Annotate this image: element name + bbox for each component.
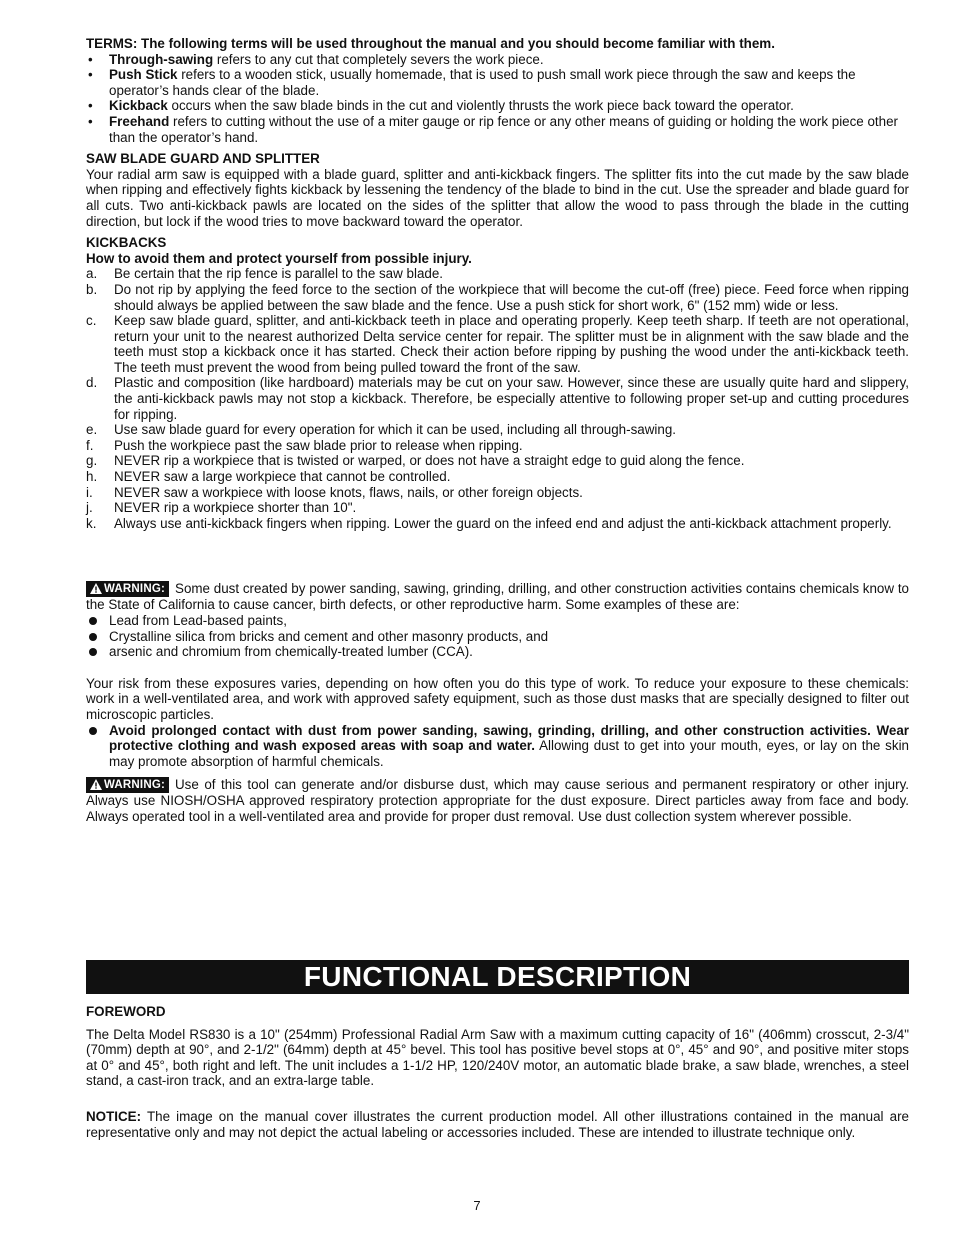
item-marker: h. (86, 469, 98, 485)
item-marker: f. (86, 437, 94, 453)
warning-triangle-icon (90, 779, 102, 790)
list-item (86, 266, 909, 282)
guard-heading: SAW BLADE GUARD AND SPLITTER (86, 151, 320, 167)
term-name: Freehand (109, 113, 170, 129)
term-name: Push Stick (109, 67, 178, 83)
item-marker: i. (86, 484, 93, 500)
avoid-text: Allowing dust to get into your mouth, eyes, or lay on the skin may promote absorption of harmful chemicals. (109, 738, 909, 769)
item-text: Use saw blade guard for every operation for which it can be used, including all through-sawing. (114, 422, 676, 438)
list-item: arsenic and chromium from chemically-treated lumber (CCA). (86, 644, 909, 660)
term-text: refers to a wooden stick, usually homemade, that is used to push small work piece through the saw and keeps the operator’s hands clear of the blade. (109, 67, 856, 98)
item-marker: b. (86, 281, 98, 297)
list-item (86, 485, 909, 501)
item-marker: j. (86, 500, 93, 516)
list-item (86, 422, 909, 438)
list-item (86, 516, 909, 532)
item-text: NEVER saw a workpiece with loose knots, flaws, nails, or other foreign objects. (114, 484, 583, 500)
risk-text: Your risk from these exposures varies, depending on how often you do this type of work. To reduce your exposure to these chemicals: work in a well-ventilated area, and work with approved safety equipment, such as those dust masks that are specially designed to filter out microscopic particles. (86, 675, 909, 722)
item-marker: e. (86, 422, 98, 438)
list-item (86, 500, 909, 516)
list-item (86, 52, 909, 68)
dust-examples-list (86, 613, 909, 660)
item-text: Be certain that the rip fence is parallel to the saw blade. (114, 266, 444, 282)
functional-section (86, 1004, 909, 1140)
warning-text: Some dust created by power sanding, sawing, grinding, drilling, and other construction activities contains chemicals know to the State of California to cause cancer, birth defects, or other reproductive harm. Some examples of these are: (86, 581, 909, 613)
notice-text: The image on the manual cover illustrates the current production model. All other illustrations contained in the manual are representative only and may not depict the actual labeling or accessories included. These are intended to illustrate technique only. (86, 1108, 909, 1140)
list-item: Lead from Lead-based paints, (86, 613, 909, 629)
foreword-text: The Delta Model RS830 is a 10" (254mm) Professional Radial Arm Saw with a maximum cutting capacity of 16" (406mm) crosscut, 2-3/4" (70mm) depth at 90°, and 2-1/2" (64mm) depth at 45° bevel. This tool has positive bevel stops at 0°, 45° and 90°, and positive miter stops at 0° and 45°, both right and left. The unit includes a 1-1/2 HP, 120/240V motor, an automatic blade brake, a saw blade, wrenches, a steel stand, a cast-iron track, and an extra-large table. (86, 1026, 909, 1089)
item-text: Push the workpiece past the saw blade prior to release when ripping. (114, 437, 523, 453)
list-item (86, 453, 909, 469)
list-item (86, 469, 909, 485)
list-item (86, 438, 909, 454)
page-number: 7 (473, 1198, 481, 1213)
item-text: NEVER saw a large workpiece that cannot be controlled. (114, 469, 451, 485)
term-name: Kickback (109, 98, 168, 114)
item-marker: a. (86, 266, 98, 282)
section-banner: FUNCTIONAL DESCRIPTION (86, 960, 909, 994)
guard-text: Your radial arm saw is equipped with a blade guard, splitter and anti-kickback fingers. The splitter fits into the cut made by the saw blade when ripping and effectively fights kickback by lessening the tendency of the blade to bind in the cut. Use the spreader and blade guard for all cuts. Two anti-kickback pawls are located on the sides of the splitter that allow the wood to pass through the blade in the cutting direction, but lock if the wood tries to move backward toward the operator. (86, 166, 909, 229)
item-text: NEVER rip a workpiece that is twisted or warped, or does not have a straight edge to guid along the fence. (114, 453, 745, 469)
term-text: occurs when the saw blade binds in the cut and violently thrusts the work piece back toward the operator. (167, 98, 794, 114)
list-item (86, 114, 909, 145)
terms-list (86, 52, 909, 146)
item-text: Plastic and composition (like hardboard) materials may be cut on your saw. However, since these are usually quite hard and slippery, the anti-kickback pawls may not stop a kickback. Therefore, be especially attentive to following proper set-up and cutting procedures for ripping. (114, 375, 909, 422)
notice-label: NOTICE: (86, 1108, 142, 1124)
list-item (86, 375, 909, 422)
item-text: Keep saw blade guard, splitter, and anti-kickback teeth in place and operating properly. Keep teeth sharp. If teeth are not operational, return your unit to the nearest authorized Delta service center for repair. The splitter must be in alignment with the saw blade and the teeth must stop a kickback once it has started. Check their action before ripping by pushing the wood under the anti-kickback teeth. The teeth must prevent the wood from being pulled toward the front of the saw. (114, 313, 909, 375)
list-item: Crystalline silica from bricks and cement and other masonry products, and (86, 629, 909, 645)
item-marker: c. (86, 313, 97, 329)
kickbacks-list (86, 266, 909, 531)
list-item (86, 282, 909, 313)
warning-paragraph (86, 581, 909, 613)
term-text: refers to cutting without the use of a miter gauge or rip fence or any other means of guiding or holding the work piece other than the operator’s hand. (109, 113, 898, 145)
item-text: Always use anti-kickback fingers when ripping. Lower the guard on the infeed end and adjust the anti-kickback attachment properly. (114, 515, 892, 531)
warning-paragraph (86, 777, 909, 824)
warning-text: Use of this tool can generate and/or disburse dust, which may cause serious and permanent respiratory or other injury. Always use NIOSH/OSHA approved respiratory protection appropriate for the dust exposure. Direct particles away from face and body. Always operated tool in a well-ventilated area and provide for proper dust removal. Use dust collection system wherever possible. (86, 777, 909, 824)
kickbacks-heading: KICKBACKS (86, 235, 167, 251)
kickbacks-subheading: How to avoid them and protect yourself from possible injury. (86, 250, 472, 266)
item-marker: d. (86, 375, 98, 391)
item-marker: g. (86, 453, 98, 469)
warning-triangle-icon (90, 583, 102, 594)
avoid-list (86, 723, 909, 770)
avoid-bold-text: Avoid prolonged contact with dust from power sanding, sawing, grinding, drilling, and other construction activities. Wear protective clothing and wash exposed areas with soap and water. (109, 722, 909, 754)
warning-badge (86, 581, 169, 597)
foreword-heading: FOREWORD (86, 1004, 166, 1019)
list-item (86, 67, 909, 98)
warning-label: WARNING: (104, 583, 166, 596)
term-text: refers to any cut that completely severs the work piece. (213, 51, 544, 67)
list-item (86, 313, 909, 375)
term-name: Through-sawing (109, 51, 214, 67)
item-text: Do not rip by applying the feed force to the section of the workpiece that will become the cut-off (free) piece. Feed force when ripping should always be applied between the saw blade and the fence. Use a push stick for short work, 6" (152 mm) wide or less. (114, 281, 909, 313)
manual-page (86, 36, 909, 1140)
warning-badge (86, 777, 169, 793)
item-marker: k. (86, 515, 97, 531)
notice-paragraph (86, 1109, 909, 1140)
list-item (86, 98, 909, 114)
list-item (86, 723, 909, 770)
warning-label: WARNING: (104, 779, 166, 792)
item-text: NEVER rip a workpiece shorter than 10". (114, 500, 357, 516)
terms-intro: TERMS: The following terms will be used throughout the manual and you should become familiar with them. (86, 36, 775, 51)
